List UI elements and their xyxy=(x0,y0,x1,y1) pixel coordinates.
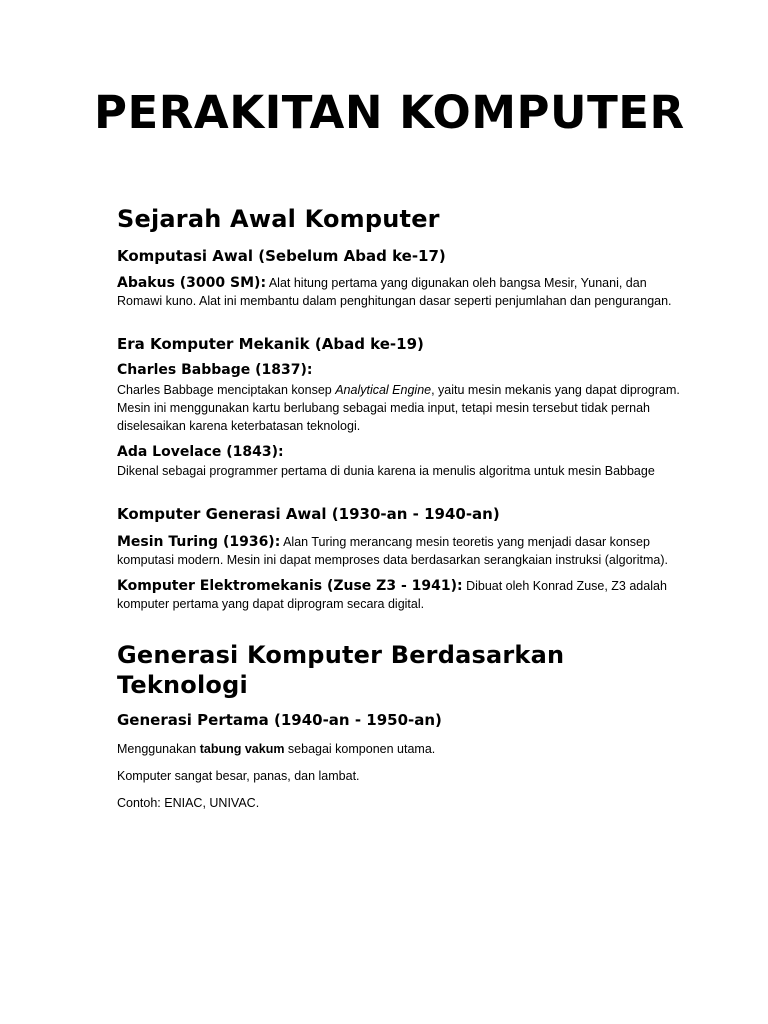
abakus-text: Alat hitung pertama yang digunakan oleh bangsa Mesir, Yunani, dan Romawi kuno. Alat ini membantu dalam penghitungan dasar seperti penjumlahan dan pengurangan. xyxy=(117,276,672,308)
paragraph-besar-panas: Komputer sangat besar, panas, dan lambat. xyxy=(117,769,360,783)
paragraph-lovelace: Dikenal sebagai programmer pertama di dunia karena ia menulis algoritma untuk mesin Babbage xyxy=(117,464,655,478)
line1-post: sebagai komponen utama. xyxy=(284,742,436,756)
turing-lead: Mesin Turing (1936): xyxy=(117,534,281,550)
paragraph-contoh: Contoh: ENIAC, UNIVAC. xyxy=(117,796,260,810)
babbage-text-italic: Analytical Engine xyxy=(335,383,432,397)
babbage-text-2: , yaitu mesin mekanis yang dapat diprogram. Mesin ini menggunakan kartu berlubang sebagai media input, tetapi mesin tersebut tidak pernah diselesaikan karena keterbatasan teknologi. xyxy=(117,383,680,433)
heading-ada-lovelace: Ada Lovelace (1843): xyxy=(117,444,284,460)
line1-bold: tabung vakum xyxy=(199,742,285,756)
subsection-heading-era-mekanik: Era Komputer Mekanik (Abad ke-19) xyxy=(117,335,424,353)
subsection-heading-komputasi-awal: Komputasi Awal (Sebelum Abad ke-17) xyxy=(117,247,446,265)
turing-text: Alan Turing merancang mesin teoretis yang menjadi dasar konsep komputasi modern. Mesin ini dapat memproses data berdasarkan serangkaian instruksi (algoritma). xyxy=(117,535,668,567)
heading-charles-babbage: Charles Babbage (1837): xyxy=(117,362,313,378)
document-title xyxy=(94,86,685,140)
paragraph-zuse xyxy=(117,577,687,613)
subsection-heading-generasi-pertama: Generasi Pertama (1940-an - 1950-an) xyxy=(117,711,442,729)
document-title-text: PERAKITAN KOMPUTER xyxy=(94,86,685,139)
section-heading-sejarah: Sejarah Awal Komputer xyxy=(117,205,440,233)
babbage-text-1: Charles Babbage menciptakan konsep xyxy=(117,383,336,397)
paragraph-mesin-turing xyxy=(117,533,687,569)
document-body xyxy=(117,204,687,812)
subsection-heading-generasi-awal: Komputer Generasi Awal (1930-an - 1940-an) xyxy=(117,505,500,523)
paragraph-tabung-vakum xyxy=(117,740,687,758)
zuse-text: Dibuat oleh Konrad Zuse, Z3 adalah komputer pertama yang dapat diprogram secara digital. xyxy=(117,579,667,611)
paragraph-babbage xyxy=(117,381,687,435)
paragraph-abakus xyxy=(117,274,687,310)
line1-pre: Menggunakan xyxy=(117,742,200,756)
abakus-lead: Abakus (3000 SM): xyxy=(117,275,267,291)
section-heading-generasi-teknologi: Generasi Komputer Berdasarkan Teknologi xyxy=(117,641,565,699)
zuse-lead: Komputer Elektromekanis (Zuse Z3 - 1941): xyxy=(117,578,463,594)
